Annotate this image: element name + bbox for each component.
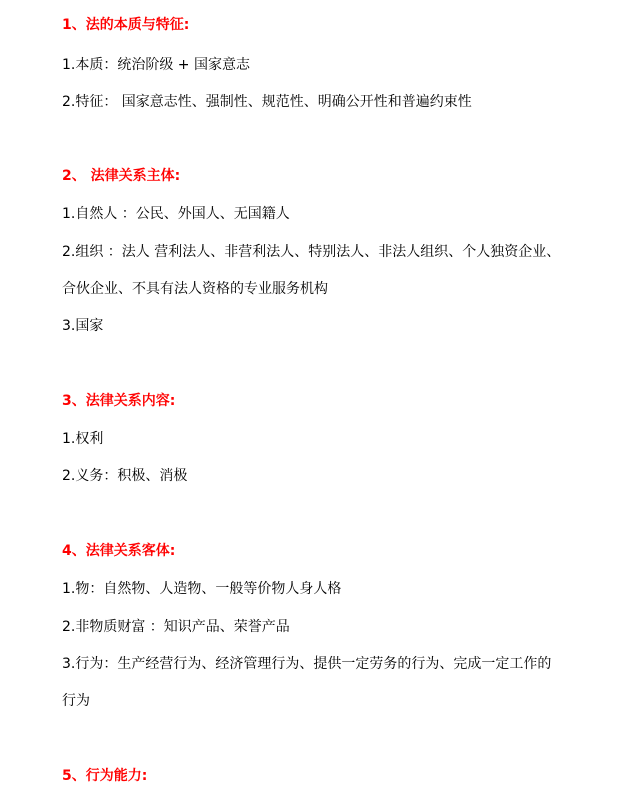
obligations-line: 2.义务：积极、消极 <box>62 468 188 484</box>
state-line: 3.国家 <box>62 318 104 334</box>
section-heading-capacity: 5、行为能力: <box>62 768 148 784</box>
immaterial-wealth-line: 2.非物质财富 ：知识产品、荣誉产品 <box>62 619 290 635</box>
features-line: 2.特征： 国家意志性、强制性、规范性、明确公开性和普遍约束性 <box>62 94 472 110</box>
behavior-line: 3.行为：生产经营行为、经济管理行为、提供一定劳务的行为、完成一定工作的 <box>62 656 552 672</box>
section-heading-legal-subjects: 2、 法律关系主体: <box>62 168 181 184</box>
organization-line: 2.组织 ：法人 营利法人、非营利法人、特别法人、非法人组织、个人独资企业、 <box>62 244 561 260</box>
behavior-line-continued: 行为 <box>62 693 90 709</box>
section-heading-essence-features: 1、法的本质与特征: <box>62 17 190 33</box>
essence-line: 1.本质：统治阶级 + 国家意志 <box>62 57 250 73</box>
objects-line: 1.物：自然物、人造物、一般等价物人身人格 <box>62 581 342 597</box>
section-heading-legal-content: 3、法律关系内容: <box>62 393 176 409</box>
organization-line-continued: 合伙企业、不具有法人资格的专业服务机构 <box>62 281 328 297</box>
section-heading-legal-object: 4、法律关系客体: <box>62 543 176 559</box>
rights-line: 1.权利 <box>62 431 104 447</box>
natural-person-line: 1.自然人 ：公民、外国人、无国籍人 <box>62 206 290 222</box>
